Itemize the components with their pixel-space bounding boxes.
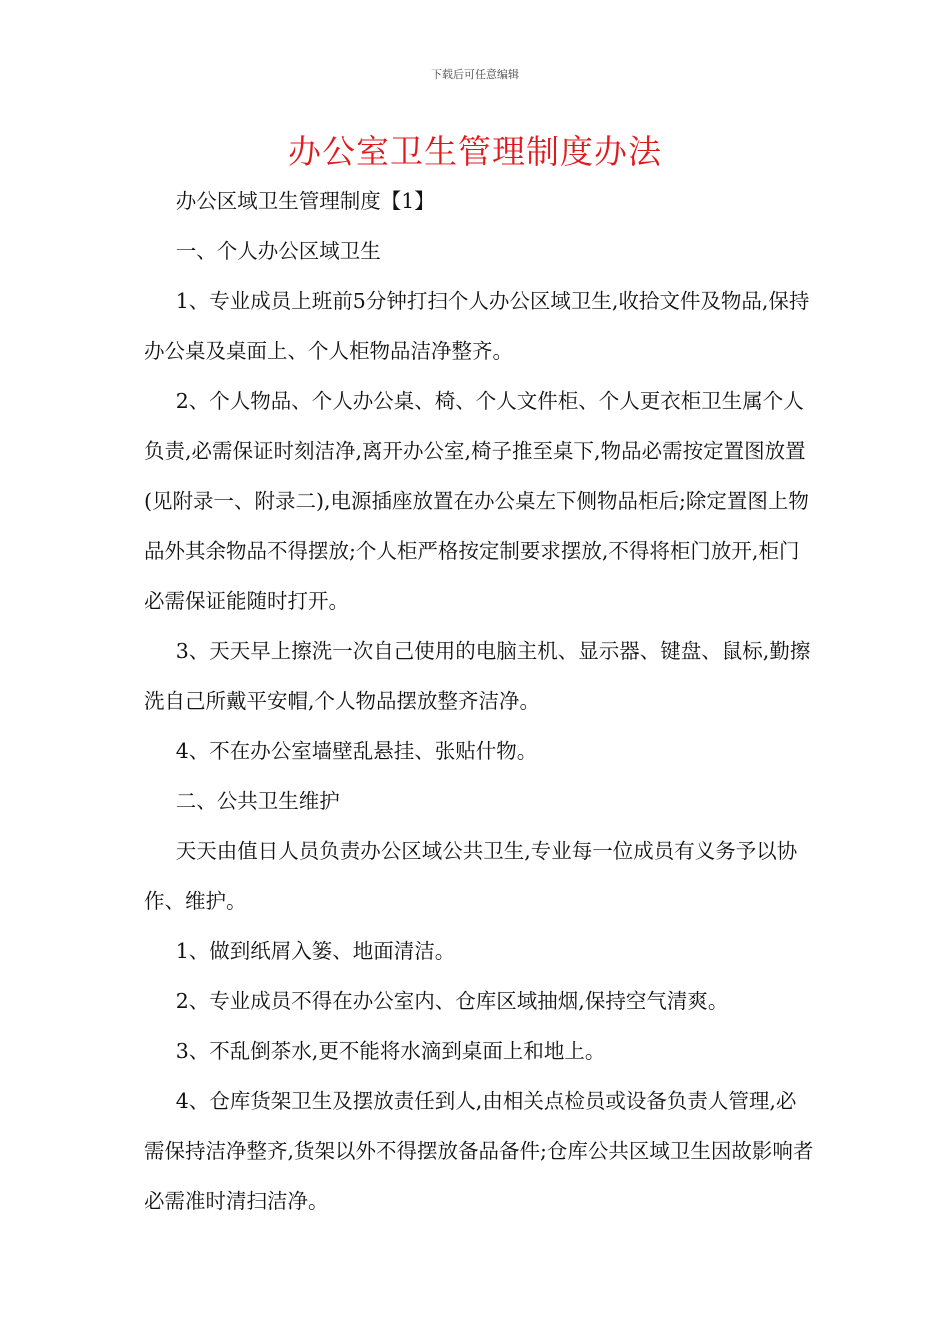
- paragraph: 3、不乱倒茶水,更不能将水滴到桌面上和地上。: [175, 1039, 606, 1063]
- paragraph: 3、天天早上擦洗一次自己使用的电脑主机、显示器、键盘、鼠标,勤擦洗自己所戴平安帽,个人物品摆放整齐洁净。: [144, 639, 811, 713]
- paragraph: 2、专业成员不得在办公室内、仓库区域抽烟,保持空气清爽。: [175, 989, 729, 1013]
- paragraph: 4、不在办公室墙壁乱悬挂、张贴什物。: [175, 739, 538, 763]
- paragraph: 2、个人物品、个人办公桌、椅、个人文件柜、个人更衣柜卫生属个人负责,必需保证时刻洁净,离开办公室,椅子推至桌下,物品必需按定置图放置(见附录一、附录二),电源插座放置在办公桌左下侧物品柜后;除定置图上物品外其余物品不得摆放;个人柜严格按定制要求摆放,不得将柜门放开,柜门必需保证能随时打开。: [144, 389, 809, 613]
- paragraph: 4、仓库货架卫生及摆放责任到人,由相关点检员或设备负责人管理,必需保持洁净整齐,货架以外不得摆放备品备件;仓库公共区域卫生因故影响者必需准时清扫洁净。: [144, 1089, 814, 1213]
- document-title: 办公室卫生管理制度办法: [288, 132, 662, 171]
- paragraph: 1、专业成员上班前5分钟打扫个人办公区域卫生,收拾文件及物品,保持办公桌及桌面上、个人柜物品洁净整齐。: [144, 289, 810, 363]
- paragraph: 1、做到纸屑入篓、地面清洁。: [175, 939, 456, 963]
- paragraph: 天天由值日人员负责办公区域公共卫生,专业每一位成员有义务予以协作、维护。: [144, 839, 798, 913]
- page-header-note: 下载后可任意编辑: [431, 68, 519, 81]
- section-heading: 办公区域卫生管理制度【1】: [175, 189, 435, 213]
- subsection-heading: 一、个人办公区域卫生: [175, 239, 381, 263]
- document-body: [144, 176, 814, 1226]
- subsection-heading: 二、公共卫生维护: [175, 789, 340, 813]
